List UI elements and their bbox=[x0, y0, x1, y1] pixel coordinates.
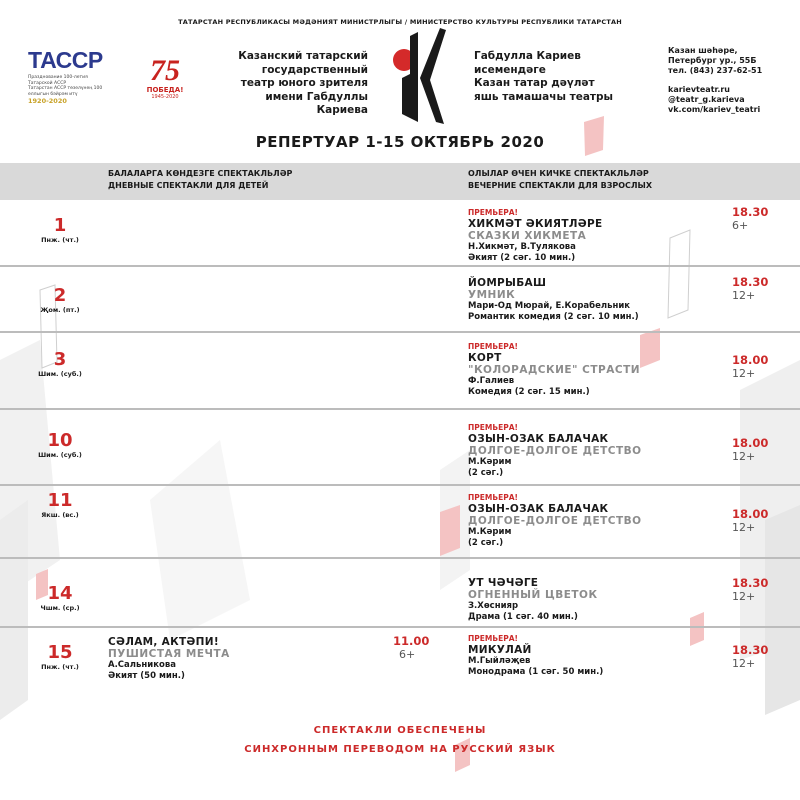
evening-show bbox=[468, 422, 718, 478]
show-title-ru: "КОЛОРАДСКИЕ" СТРАСТИ bbox=[468, 364, 641, 376]
schedule-row bbox=[42, 286, 90, 314]
show-title-ru: СКАЗКИ ХИКМЕТА bbox=[468, 230, 587, 242]
ministry-heading: ТАТАРСТАН РЕСПУБЛИКАСЫ МӘДӘНИЯТ МИНИСТРЛЫГЫ / МИНИСТЕРСТВО КУЛЬТУРЫ РЕСПУБЛИКИ ТАТАРСТАН bbox=[178, 18, 622, 26]
row-divider bbox=[0, 265, 800, 267]
show-time: 18.30 bbox=[732, 643, 769, 657]
weekday-label: Чшм. (ср.) bbox=[40, 604, 80, 612]
tassr-year: 1920-2020 bbox=[28, 97, 67, 105]
victory-years: 1945-2020 bbox=[151, 94, 179, 100]
row-divider bbox=[0, 331, 800, 333]
show-time: 18.00 bbox=[732, 353, 769, 367]
show-title-tt: УТ ЧӘЧӘГЕ bbox=[468, 577, 539, 589]
victory-number: 75 bbox=[150, 54, 180, 87]
show-title-tt: ЙОМРЫБАШ bbox=[468, 277, 547, 289]
show-time: 18.30 bbox=[732, 275, 769, 289]
age-rating: 12+ bbox=[732, 367, 756, 380]
tassr-line3: Татарстан АССР төзелүнең 100 еллыгын бәйрәм итү bbox=[28, 86, 103, 97]
show-genre-duration: Комедия (2 сәг. 15 мин.) bbox=[468, 386, 590, 397]
phone: тел. (843) 237-62-51 bbox=[668, 66, 763, 75]
address-line1: Казан шәһәре, bbox=[668, 46, 738, 55]
show-author: Ф.Галиев bbox=[468, 376, 515, 386]
show-genre-duration: Әкият (2 сәг. 10 мин.) bbox=[468, 252, 576, 263]
show-time: 18.00 bbox=[732, 436, 769, 450]
show-author: А.Сальникова bbox=[108, 660, 176, 670]
premiere-badge: ПРЕМЬЕРА! bbox=[468, 634, 518, 643]
premiere-badge: ПРЕМЬЕРА! bbox=[468, 423, 518, 432]
kariev-theatre-logo bbox=[392, 26, 452, 126]
tassr-word-b: ССР bbox=[55, 47, 103, 73]
evening-column-header: ОЛЫЛАР ӨЧЕН КИЧКЕ СПЕКТАКЛЬЛӘР ВЕЧЕРНИЕ СПЕКТАКЛИ ДЛЯ ВЗРОСЛЫХ bbox=[468, 169, 653, 190]
show-time-block bbox=[732, 437, 768, 463]
row-divider bbox=[0, 484, 800, 486]
schedule-row bbox=[42, 584, 90, 612]
show-title-ru: ДОЛГОЕ-ДОЛГОЕ ДЕТСТВО bbox=[468, 515, 642, 527]
vk-link[interactable]: vk.com/kariev_teatri bbox=[668, 105, 761, 114]
evening-show bbox=[468, 277, 718, 322]
schedule-row bbox=[42, 491, 90, 519]
weekday-label: Шим. (суб.) bbox=[38, 451, 82, 459]
show-time-block bbox=[393, 635, 429, 661]
show-author: М.Кәрим bbox=[468, 527, 512, 537]
show-time-block bbox=[732, 508, 768, 534]
evening-show bbox=[468, 492, 718, 548]
show-time-block bbox=[732, 206, 768, 232]
theatre-name-ru: Казанский татарский государственный театр юного зрителя имени Габдуллы Кариева bbox=[238, 50, 368, 116]
show-author: З.Хөснияр bbox=[468, 601, 519, 611]
show-genre-duration: Драма (1 сәг. 40 мин.) bbox=[468, 611, 578, 622]
row-divider bbox=[0, 626, 800, 628]
translation-note-line1: СПЕКТАКЛИ ОБЕСПЕЧЕНЫ bbox=[313, 725, 487, 736]
age-rating: 12+ bbox=[732, 590, 756, 603]
instagram-link[interactable]: @teatr_g.karieva bbox=[668, 95, 745, 104]
show-time-block bbox=[732, 354, 768, 380]
day-number: 1 bbox=[53, 215, 67, 236]
daytime-column-header: БАЛАЛАРГА КӨНДЕЗГЕ СПЕКТАКЛЬЛӘР ДНЕВНЫЕ СПЕКТАКЛИ ДЛЯ ДЕТЕЙ bbox=[108, 169, 293, 190]
show-genre-duration: Монодрама (1 сәг. 50 мин.) bbox=[468, 666, 604, 677]
show-title-tt: ОЗЫН-ОЗАК БАЛАЧАК bbox=[468, 503, 609, 515]
show-time: 18.30 bbox=[732, 576, 769, 590]
show-time-block bbox=[732, 577, 768, 603]
website-link[interactable]: karievteatr.ru bbox=[668, 85, 731, 94]
contacts bbox=[668, 46, 793, 115]
theatre-name-tt: Габдулла Кариев исемендәге Казан татар дәүләт яшь тамашачы театры bbox=[474, 50, 614, 103]
show-title-ru: ДОЛГОЕ-ДОЛГОЕ ДЕТСТВО bbox=[468, 445, 642, 457]
row-divider bbox=[0, 408, 800, 410]
evening-show bbox=[468, 577, 718, 622]
show-title-tt: СӘЛАМ, АКТӘПИ! bbox=[108, 636, 219, 648]
weekday-label: Шим. (суб.) bbox=[38, 370, 82, 378]
weekday-label: Пнж. (чт.) bbox=[41, 236, 79, 244]
age-rating: 6+ bbox=[399, 648, 416, 661]
show-time-block bbox=[732, 644, 768, 670]
age-rating: 12+ bbox=[732, 289, 756, 302]
day-number: 14 bbox=[47, 583, 73, 604]
day-number: 15 bbox=[47, 642, 73, 663]
tassr-line2: Татарской АССР bbox=[28, 80, 67, 86]
weekday-label: Пнж. (чт.) bbox=[41, 663, 79, 671]
age-rating: 12+ bbox=[732, 657, 756, 670]
show-author: Н.Хикмәт, В.Тулякова bbox=[468, 242, 576, 252]
premiere-badge: ПРЕМЬЕРА! bbox=[468, 493, 518, 502]
schedule-row bbox=[42, 643, 90, 671]
show-time-block bbox=[732, 276, 768, 302]
victory-75-logo bbox=[140, 56, 190, 100]
weekday-label: Якш. (вс.) bbox=[41, 511, 79, 519]
address-line2: Петербург ур., 55Б bbox=[668, 56, 757, 65]
repertoire-title: РЕПЕРТУАР 1-15 ОКТЯБРЬ 2020 bbox=[255, 133, 545, 151]
show-title-ru: УМНИК bbox=[468, 289, 516, 301]
weekday-label: Җом. (пт.) bbox=[40, 306, 80, 314]
schedule-row bbox=[42, 216, 90, 244]
tassr-word-a: ТА bbox=[28, 47, 56, 73]
evening-show bbox=[468, 341, 718, 397]
show-time: 18.00 bbox=[732, 507, 769, 521]
day-number: 2 bbox=[53, 285, 67, 306]
show-genre-duration: (2 сәг.) bbox=[468, 467, 504, 478]
show-genre-duration: Әкият (50 мин.) bbox=[108, 670, 185, 681]
schedule-row bbox=[38, 349, 90, 378]
schedule-row bbox=[38, 430, 90, 459]
age-rating: 6+ bbox=[732, 219, 749, 232]
evening-show bbox=[468, 633, 718, 677]
premiere-badge: ПРЕМЬЕРА! bbox=[468, 208, 518, 217]
tassr-logo bbox=[28, 48, 128, 105]
show-time: 18.30 bbox=[732, 205, 769, 219]
day-number: 3 bbox=[53, 349, 67, 370]
show-title-tt: КОРТ bbox=[468, 352, 502, 364]
tassr-line1: Празднование 100-летия bbox=[28, 75, 88, 80]
age-rating: 12+ bbox=[732, 450, 756, 463]
premiere-badge: ПРЕМЬЕРА! bbox=[468, 342, 518, 351]
show-author: Мари-Од Мюрай, Е.Корабельник bbox=[468, 301, 631, 311]
day-number: 10 bbox=[47, 430, 73, 451]
show-genre-duration: (2 сәг.) bbox=[468, 537, 504, 548]
age-rating: 12+ bbox=[732, 521, 756, 534]
show-time: 11.00 bbox=[393, 634, 430, 648]
show-author: М.Кәрим bbox=[468, 457, 512, 467]
show-author: М.Гыйләҗев bbox=[468, 656, 531, 666]
row-divider bbox=[0, 557, 800, 559]
show-title-ru: ПУШИСТАЯ МЕЧТА bbox=[108, 648, 230, 660]
show-title-tt: МИКУЛАЙ bbox=[468, 644, 532, 656]
translation-note-line2: СИНХРОННЫМ ПЕРЕВОДОМ НА РУССКИЙ ЯЗЫК bbox=[244, 744, 556, 755]
show-genre-duration: Романтик комедия (2 сәг. 10 мин.) bbox=[468, 311, 639, 322]
show-title-tt: ХИКМӘТ ӘКИЯТЛӘРЕ bbox=[468, 218, 603, 230]
daytime-show bbox=[108, 636, 358, 681]
victory-word: ПОБЕДА! bbox=[146, 86, 184, 94]
show-title-tt: ОЗЫН-ОЗАК БАЛАЧАК bbox=[468, 433, 609, 445]
evening-show bbox=[468, 207, 718, 263]
show-title-ru: ОГНЕННЫЙ ЦВЕТОК bbox=[468, 589, 598, 601]
day-number: 11 bbox=[47, 490, 73, 511]
